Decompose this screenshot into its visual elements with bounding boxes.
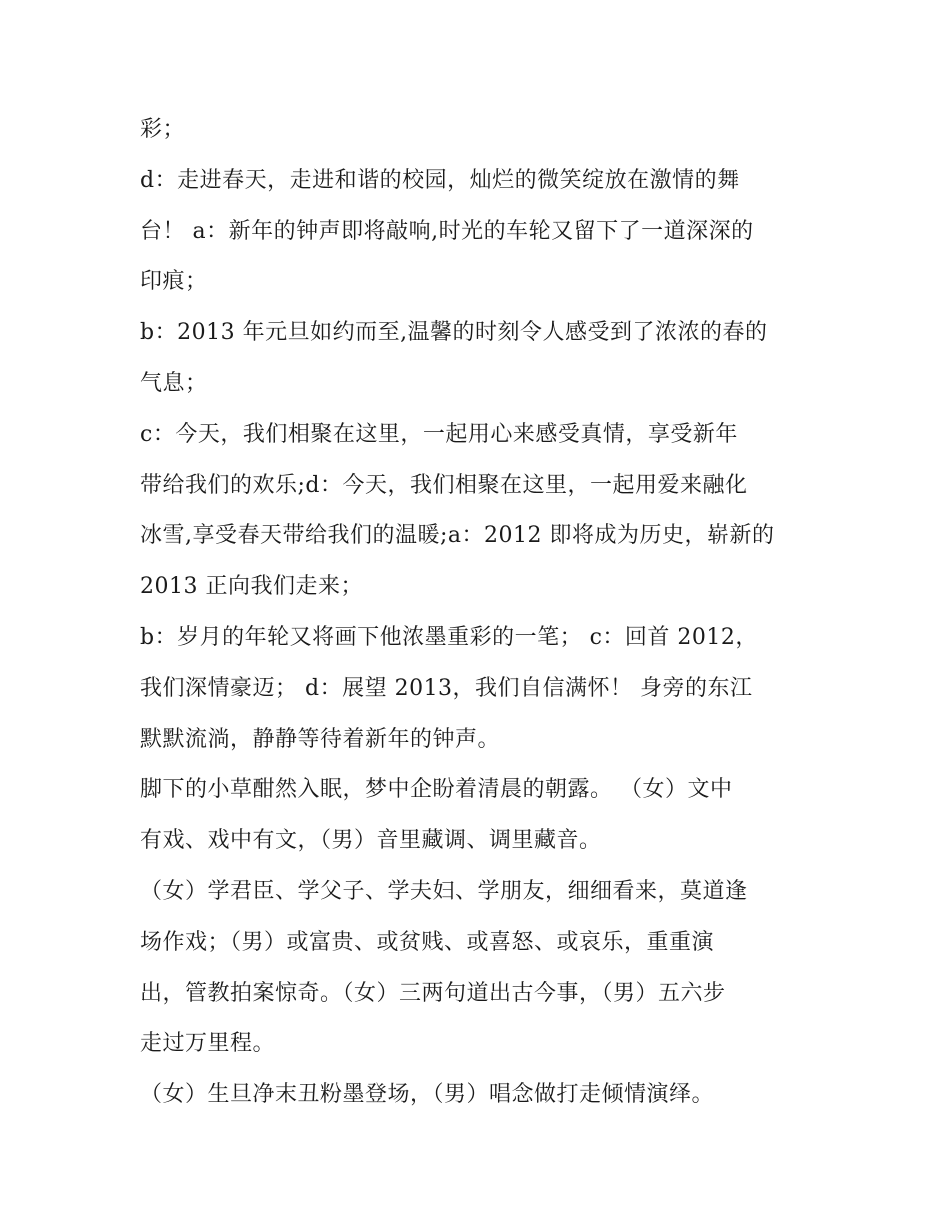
text-line: 彩；	[140, 117, 186, 142]
text-line: 我们深情豪迈； d：展望 2013，我们自信满怀！ 身旁的东江	[140, 675, 753, 701]
text-line: 走过万里程。	[140, 1031, 276, 1057]
text-line: c：今天，我们相聚在这里，一起用心来感受真情，享受新年	[140, 421, 738, 447]
text-line: 冰雪,享受春天带给我们的温暖;a：2012 即将成为历史，崭新的	[140, 523, 775, 549]
text-line: 默默流淌，静静等待着新年的钟声。	[140, 726, 501, 752]
text-line: 脚下的小草酣然入眠，梦中企盼着清晨的朝露。 （女）文中	[140, 777, 733, 803]
text-line: 出，管教拍案惊奇。（女）三两句道出古今事，（男）五六步	[140, 980, 726, 1006]
text-line: 带给我们的欢乐;d：今天，我们相聚在这里，一起用爱来融化	[140, 472, 748, 498]
text-line: b：岁月的年轮又将画下他浓墨重彩的一笔； c：回首 2012，	[140, 624, 758, 650]
text-line: 台！ a：新年的钟声即将敲响,时光的车轮又留下了一道深深的	[140, 218, 754, 244]
text-line: 印痕；	[140, 269, 208, 295]
text-line: 气息；	[140, 370, 208, 396]
text-line: （女）生旦净末丑粉墨登场，（男）唱念做打走倾情演绎。	[140, 1082, 715, 1108]
text-line: （女）学君臣、学父子、学夫妇、学朋友，细细看来，莫道逢	[140, 878, 748, 904]
text-line: d：走进春天，走进和谐的校园，灿烂的微笑绽放在激情的舞	[140, 167, 740, 193]
document-text	[140, 105, 820, 1121]
text-line: 有戏、戏中有文，（男）音里藏调、调里藏音。	[140, 828, 602, 854]
text-line: 场作戏；（男）或富贵、或贫贱、或喜怒、或哀乐，重重演	[140, 929, 715, 955]
text-line: 2013 正向我们走来；	[140, 574, 363, 600]
text-line: b：2013 年元旦如约而至,温馨的时刻令人感受到了浓浓的春的	[140, 320, 768, 346]
